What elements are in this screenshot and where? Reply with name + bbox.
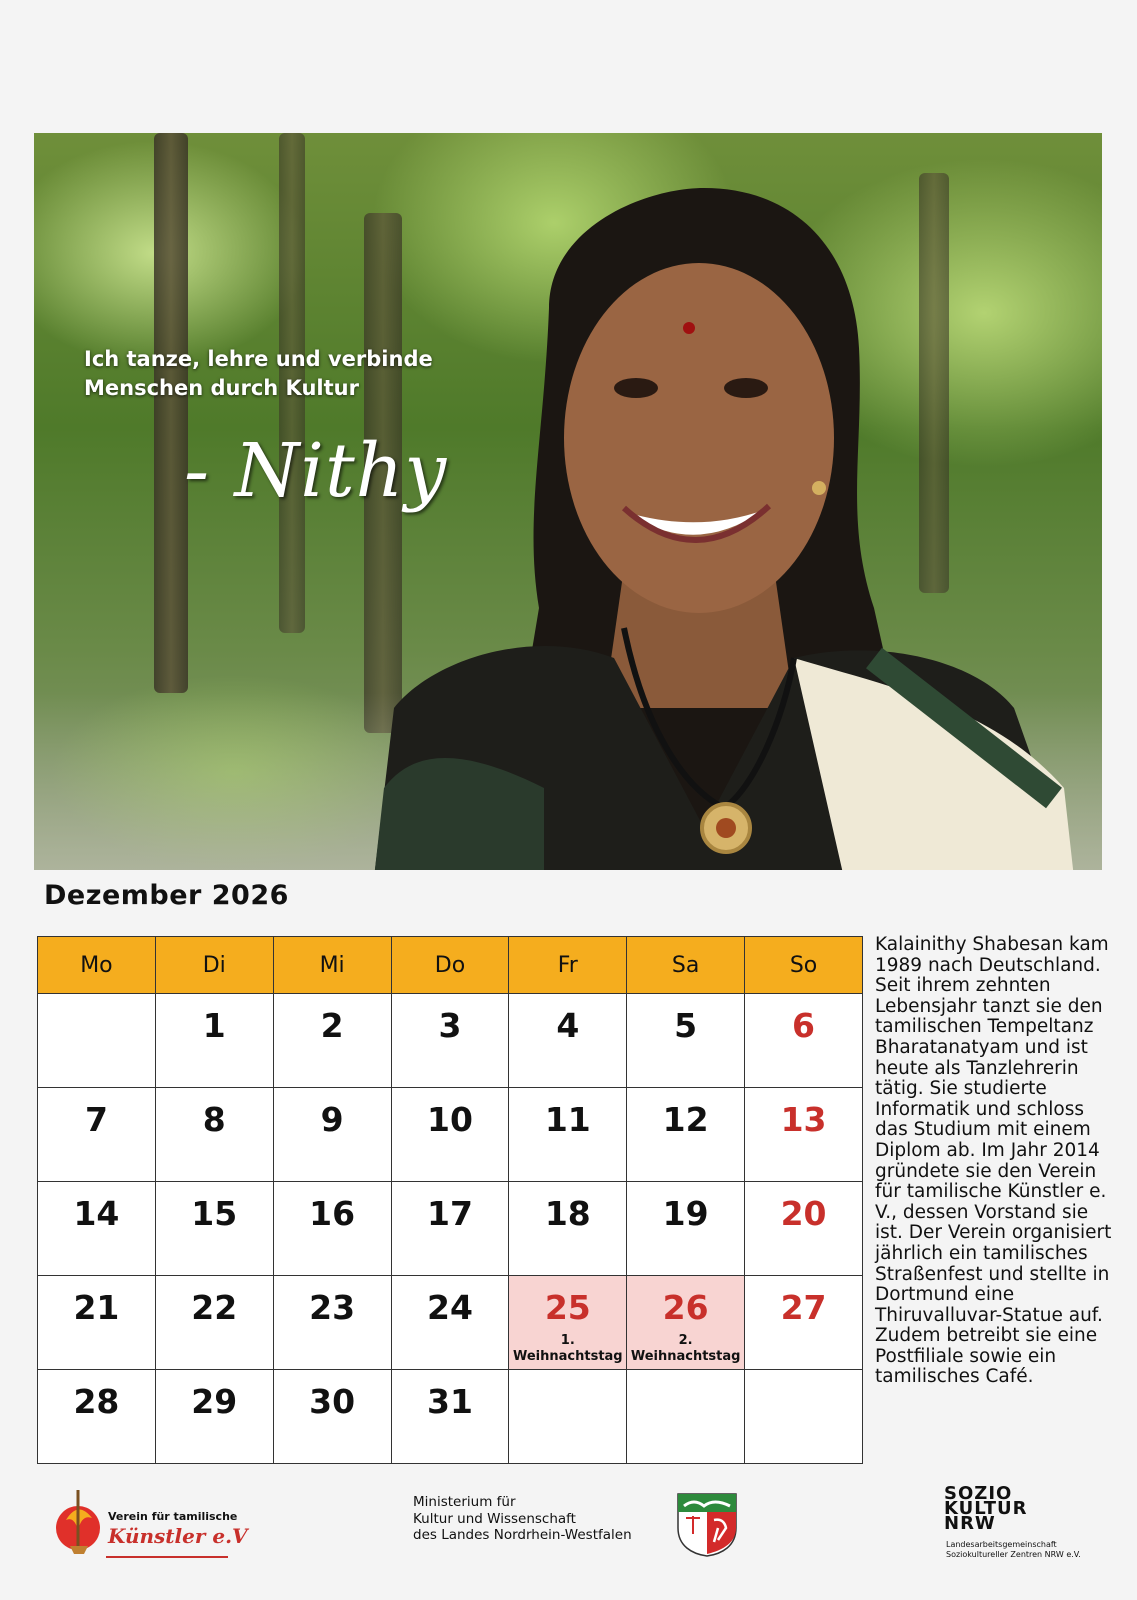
day-cell-sunday: 27 <box>745 1276 863 1370</box>
quote-text <box>84 345 544 403</box>
sozio-kultur-logo <box>944 1483 1028 1534</box>
day-cell: 11 <box>509 1088 627 1182</box>
day-cell-sunday: 20 <box>745 1182 863 1276</box>
day-cell: 24 <box>391 1276 509 1370</box>
week-row <box>38 1182 863 1276</box>
ministry-text <box>413 1494 632 1544</box>
day-cell-empty <box>38 994 156 1088</box>
nrw-crest-icon <box>674 1490 740 1558</box>
day-cell: 15 <box>155 1182 273 1276</box>
day-cell: 9 <box>273 1088 391 1182</box>
holiday-name <box>510 1333 625 1365</box>
weekday-di: Di <box>155 937 273 994</box>
weekday-so: So <box>745 937 863 994</box>
day-cell-holiday <box>509 1276 627 1370</box>
sozio-subtitle <box>946 1540 1081 1560</box>
portrait-illustration <box>374 188 1102 870</box>
day-cell: 14 <box>38 1182 156 1276</box>
day-cell-holiday <box>627 1276 745 1370</box>
holiday-name-line1: 1. <box>560 1333 575 1348</box>
day-cell-sunday: 13 <box>745 1088 863 1182</box>
day-cell: 4 <box>509 994 627 1088</box>
day-cell: 2 <box>273 994 391 1088</box>
day-cell-empty <box>627 1370 745 1464</box>
day-cell: 28 <box>38 1370 156 1464</box>
weekday-mo: Mo <box>38 937 156 994</box>
day-cell: 16 <box>273 1182 391 1276</box>
holiday-name-line1: 2. <box>678 1333 693 1348</box>
sozio-line1: SOZIO <box>944 1483 1013 1504</box>
quote-line-1: Ich tanze, lehre und verbinde <box>84 347 433 371</box>
day-number: 25 <box>544 1288 591 1327</box>
day-cell: 12 <box>627 1088 745 1182</box>
calendar-grid <box>37 936 863 1464</box>
ministry-line3: des Landes Nordrhein-Westfalen <box>413 1527 632 1543</box>
weekday-fr: Fr <box>509 937 627 994</box>
holiday-name-line2: Weihnachtstag <box>512 1349 623 1364</box>
weekday-mi: Mi <box>273 937 391 994</box>
day-cell: 21 <box>38 1276 156 1370</box>
day-cell: 17 <box>391 1182 509 1276</box>
day-cell-empty <box>509 1370 627 1464</box>
cover-photo <box>34 133 1102 870</box>
day-cell: 23 <box>273 1276 391 1370</box>
tree-trunk <box>154 133 188 693</box>
holiday-name <box>628 1333 743 1365</box>
day-cell: 7 <box>38 1088 156 1182</box>
week-row <box>38 1276 863 1370</box>
weekday-sa: Sa <box>627 937 745 994</box>
sozio-line3: NRW <box>944 1513 996 1534</box>
week-row <box>38 1370 863 1464</box>
weekday-do: Do <box>391 937 509 994</box>
day-cell-empty <box>745 1370 863 1464</box>
holiday-name-line2: Weihnachtstag <box>630 1349 741 1364</box>
bio-text: Kalainithy Shabesan kam 1989 nach Deutschland. Seit ihrem zehnten Lebensjahr tanzt sie den tamilischen Tempeltanz Bharatanatyam und ist heute als Tanzlehrerin tätig. Sie studierte Informatik und schloss das Studium mit einem Diplom ab. Im Jahr 2014 gründete sie den Verein für tamilische Künstler e. V., dessen Vorstand sie ist. Der Verein organisiert jährlich ein tamilisches Straßenfest und stellte in Dortmund eine Thiruvalluvar-Statue auf. Zudem betreibt sie eine Postfiliale sowie ein tamilisches Café. <box>875 934 1112 1388</box>
day-cell-sunday: 6 <box>745 994 863 1088</box>
ministry-line2: Kultur und Wissenschaft <box>413 1510 576 1527</box>
verein-underline <box>106 1556 228 1558</box>
month-title: Dezember 2026 <box>44 880 289 911</box>
day-cell: 18 <box>509 1182 627 1276</box>
sozio-line2: KULTUR <box>944 1498 1028 1519</box>
verein-name-line1: Verein für tamilische <box>108 1510 238 1523</box>
quote-line-2: Menschen durch Kultur <box>84 376 359 400</box>
day-number: 26 <box>662 1288 709 1327</box>
day-cell: 5 <box>627 994 745 1088</box>
signature: - Nithy <box>184 428 448 514</box>
sozio-small-line1: Landesarbeitsgemeinschaft <box>946 1540 1057 1549</box>
ministry-line1: Ministerium für <box>413 1494 516 1510</box>
week-row <box>38 1088 863 1182</box>
day-cell: 10 <box>391 1088 509 1182</box>
day-cell: 3 <box>391 994 509 1088</box>
weekday-header-row <box>38 937 863 994</box>
day-cell: 30 <box>273 1370 391 1464</box>
verein-name-line2: Künstler e.V <box>108 1524 248 1548</box>
day-cell: 8 <box>155 1088 273 1182</box>
sozio-small-line2: Soziokultureller Zentren NRW e.V. <box>946 1550 1081 1559</box>
week-row <box>38 994 863 1088</box>
day-cell: 31 <box>391 1370 509 1464</box>
day-cell: 22 <box>155 1276 273 1370</box>
day-cell: 29 <box>155 1370 273 1464</box>
day-cell: 1 <box>155 994 273 1088</box>
day-cell: 19 <box>627 1182 745 1276</box>
